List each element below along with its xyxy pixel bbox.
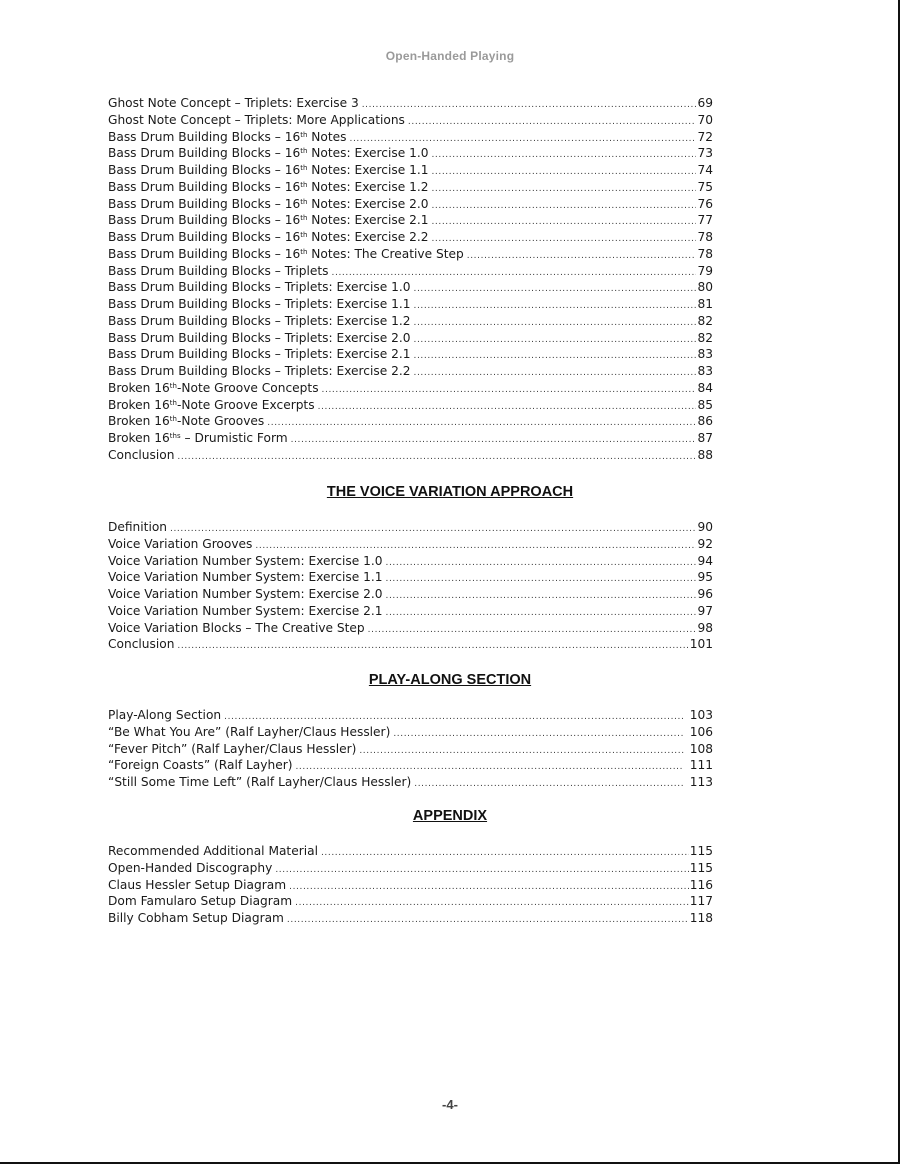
toc-entry[interactable] — [108, 246, 713, 263]
toc-entry-title — [108, 741, 356, 758]
toc-entry-title — [108, 724, 390, 741]
toc-entry-title-text: Claus Hessler Setup Diagram — [108, 877, 287, 892]
toc-dot-leader — [431, 164, 696, 181]
toc-entry-title-text: Bass Drum Building Blocks – 16 — [108, 230, 301, 244]
toc-dot-leader — [413, 365, 696, 382]
toc-entry-title-superscript: th — [300, 231, 308, 239]
toc-entry[interactable] — [108, 112, 713, 129]
toc-entry[interactable] — [108, 774, 713, 791]
toc-entry-title — [108, 877, 286, 894]
toc-entry[interactable] — [108, 413, 713, 430]
toc-entry-title-text: Bass Drum Building Blocks – 16 — [108, 196, 301, 211]
toc-dot-leader — [467, 248, 697, 265]
toc-entry[interactable] — [108, 893, 713, 910]
toc-entry-title — [108, 212, 428, 229]
toc-entry-page-number: 101 — [689, 637, 713, 652]
toc-entry-title-superscript: th — [300, 197, 308, 206]
toc-entry-page-number: 74 — [697, 163, 713, 177]
toc-dot-leader — [408, 114, 697, 131]
toc-entry-title — [108, 707, 221, 724]
toc-dot-leader — [385, 555, 696, 572]
toc-dot-leader — [431, 147, 696, 164]
toc-entry-title-text-suffix: -Note Grooves — [176, 414, 265, 429]
toc-entry[interactable] — [108, 553, 713, 570]
toc-entry-page-number: 116 — [689, 877, 713, 892]
toc-entry[interactable] — [108, 330, 713, 347]
toc-list-main — [108, 95, 713, 464]
toc-entry-title-text: “Foreign Coasts” (Ralf Layher) — [108, 758, 293, 773]
toc-entry-title-superscript: th — [169, 415, 177, 424]
toc-entry-title — [108, 569, 382, 586]
toc-entry-page-number: 115 — [689, 860, 713, 875]
toc-entry-title-text: Bass Drum Building Blocks – Triplets: Exercise 1.0 — [108, 280, 411, 295]
toc-entry-title-text: Broken 16 — [108, 397, 170, 412]
toc-entry-title-text: “Fever Pitch” (Ralf Layher/Claus Hessler) — [108, 741, 357, 756]
toc-entry-title-text-suffix: Notes: Exercise 2.1 — [307, 213, 429, 228]
toc-entry-title-text: Bass Drum Building Blocks – 16 — [108, 213, 301, 228]
page-number: -4- — [442, 1097, 458, 1112]
toc-entry-title — [108, 229, 428, 246]
toc-entry-title-superscript: th — [300, 130, 308, 139]
toc-entry-title-superscript: th — [300, 147, 308, 156]
toc-entry-title — [108, 893, 292, 910]
toc-dot-leader — [431, 214, 696, 231]
toc-dot-leader — [413, 281, 696, 298]
toc-entry[interactable] — [108, 536, 713, 553]
toc-entry-title-text-suffix: Notes: Exercise 1.0 — [307, 146, 429, 161]
toc-entry[interactable] — [108, 346, 713, 363]
toc-entry-page-number: 111 — [689, 758, 713, 773]
toc-entry-title — [108, 757, 292, 774]
toc-entry-title-text: Open-Handed Discography — [108, 860, 273, 875]
toc-entry-title-superscript: th — [300, 247, 308, 256]
toc-entry-title-text-suffix: – Drumistic Form — [180, 431, 288, 445]
toc-entry[interactable] — [108, 603, 713, 620]
toc-entry-title — [108, 263, 329, 280]
toc-entry[interactable] — [108, 363, 713, 380]
toc-entry-title-text: Voice Variation Blocks – The Creative Step — [108, 620, 365, 635]
toc-dot-leader — [385, 571, 696, 588]
toc-entry-page-number: 115 — [689, 844, 713, 858]
toc-entry-title — [108, 910, 284, 927]
toc-entry-title — [108, 313, 410, 330]
toc-entry[interactable] — [108, 196, 713, 213]
toc-dot-leader — [393, 726, 684, 743]
toc-dot-leader — [413, 298, 696, 315]
toc-entry-title-text: Voice Variation Number System: Exercise 2.1 — [108, 603, 383, 618]
toc-entry[interactable] — [108, 162, 713, 179]
section-heading-play-along: PLAY-ALONG SECTION — [368, 672, 532, 688]
toc-dot-leader — [431, 231, 696, 248]
toc-entry[interactable] — [108, 212, 713, 229]
toc-entry[interactable] — [108, 636, 713, 653]
toc-entry-title — [108, 843, 318, 860]
toc-entry[interactable] — [108, 620, 713, 637]
toc-entry-title — [108, 860, 272, 877]
toc-entry[interactable] — [108, 380, 713, 397]
toc-entry[interactable] — [108, 724, 713, 741]
toc-entry-title — [108, 620, 365, 637]
toc-entry-title-text: Ghost Note Concept – Triplets: More Applications — [108, 112, 405, 127]
toc-entry-page-number: 78 — [697, 246, 713, 261]
toc-entry-title-text: Recommended Additional Material — [108, 844, 318, 858]
toc-entry-page-number: 108 — [689, 741, 713, 756]
toc-entry[interactable] — [108, 430, 713, 447]
toc-entry-title-text-suffix: Notes: Exercise 1.2 — [307, 179, 429, 194]
toc-entry-title — [108, 246, 464, 263]
toc-entry-title — [108, 553, 382, 570]
toc-entry-title-text: Ghost Note Concept – Triplets: Exercise 3 — [108, 96, 359, 110]
toc-entry[interactable] — [108, 519, 713, 536]
toc-entry-title — [108, 279, 410, 296]
toc-dot-leader — [295, 895, 689, 912]
toc-entry-page-number: 73 — [697, 146, 713, 161]
toc-entry-title-text-suffix: -Note Groove Excerpts — [176, 397, 315, 412]
toc-dot-leader — [413, 348, 696, 365]
toc-dot-leader — [413, 332, 696, 349]
toc-entry-title-text: Voice Variation Grooves — [108, 536, 253, 551]
toc-entry[interactable] — [108, 707, 713, 724]
toc-entry[interactable] — [108, 741, 713, 758]
section-heading-appendix: APPENDIX — [412, 808, 488, 824]
toc-entry-page-number: 82 — [697, 313, 713, 328]
toc-entry-page-number: 85 — [697, 397, 713, 412]
toc-entry[interactable] — [108, 757, 713, 774]
toc-dot-leader — [385, 588, 696, 605]
toc-entry-page-number: 87 — [697, 431, 713, 445]
toc-dot-leader — [289, 879, 689, 896]
toc-entry[interactable] — [108, 129, 713, 146]
toc-dot-leader — [368, 622, 697, 639]
toc-entry-page-number: 97 — [697, 603, 713, 618]
toc-entry[interactable] — [108, 569, 713, 586]
toc-entry-title — [108, 346, 410, 363]
toc-entry-title — [108, 95, 359, 112]
toc-entry-title-text: Bass Drum Building Blocks – 16 — [108, 179, 301, 194]
toc-entry-title-text: Bass Drum Building Blocks – Triplets: Exercise 1.1 — [108, 297, 411, 311]
toc-entry-page-number: 77 — [697, 213, 713, 228]
toc-entry-title-text: Bass Drum Building Blocks – Triplets: Exercise 2.1 — [108, 347, 411, 362]
toc-entry[interactable] — [108, 843, 713, 860]
toc-entry-title-text-suffix: Notes: The Creative Step — [307, 246, 464, 261]
toc-entry-page-number: 88 — [697, 447, 713, 462]
toc-entry-page-number: 113 — [689, 775, 713, 789]
toc-dot-leader — [177, 638, 688, 655]
toc-entry-title — [108, 603, 382, 620]
toc-entry-page-number: 78 — [697, 230, 713, 244]
toc-entry-title — [108, 586, 382, 603]
toc-entry-title — [108, 536, 252, 553]
toc-dot-leader — [431, 198, 696, 215]
toc-entry-title — [108, 447, 174, 464]
toc-entry-title — [108, 363, 410, 380]
toc-entry-title-superscript: th — [300, 164, 308, 172]
toc-list-voice-variation — [108, 519, 713, 653]
toc-entry-page-number: 83 — [697, 364, 713, 378]
toc-entry-title-text: Voice Variation Number System: Exercise 1.1 — [108, 570, 383, 585]
toc-entry-title — [108, 179, 428, 196]
toc-entry-title-text: Bass Drum Building Blocks – Triplets: Exercise 2.2 — [108, 364, 411, 378]
toc-dot-leader — [321, 845, 689, 862]
toc-entry-page-number: 98 — [697, 620, 713, 635]
toc-entry-title — [108, 636, 174, 653]
toc-entry-page-number: 103 — [689, 708, 713, 722]
toc-entry-title — [108, 112, 405, 129]
toc-entry[interactable] — [108, 263, 713, 280]
toc-entry-title-text: Voice Variation Number System: Exercise 1.0 — [108, 553, 383, 568]
toc-entry-title — [108, 129, 347, 146]
toc-list-play-along — [108, 707, 713, 791]
toc-entry-title-superscript: th — [169, 398, 177, 407]
toc-dot-leader — [414, 776, 684, 793]
toc-entry-page-number: 95 — [697, 570, 713, 585]
toc-entry-title — [108, 519, 167, 536]
toc-entry-title-text: Definition — [108, 520, 168, 534]
toc-dot-leader — [267, 415, 696, 432]
toc-dot-leader — [413, 315, 696, 332]
toc-entry-title-text: Broken 16 — [108, 414, 170, 429]
toc-entry-title-text: Bass Drum Building Blocks – Triplets: Exercise 2.0 — [108, 330, 411, 345]
toc-entry-page-number: 82 — [697, 330, 713, 345]
toc-dot-leader — [318, 399, 697, 416]
toc-entry[interactable] — [108, 313, 713, 330]
toc-entry-page-number: 118 — [689, 911, 713, 925]
toc-dot-leader — [431, 181, 696, 198]
toc-entry-page-number: 86 — [697, 414, 713, 429]
toc-entry-title — [108, 774, 411, 791]
toc-entry-title-text: Voice Variation Number System: Exercise 2.0 — [108, 587, 383, 601]
toc-dot-leader — [359, 743, 684, 760]
toc-entry-title — [108, 380, 319, 397]
toc-entry[interactable] — [108, 586, 713, 603]
toc-entry-page-number: 76 — [697, 196, 713, 211]
toc-entry-title-text-suffix: Notes — [307, 129, 347, 144]
running-header: Open-Handed Playing — [385, 49, 515, 63]
toc-entry-page-number: 92 — [697, 536, 713, 551]
toc-entry-title-text: Bass Drum Building Blocks – Triplets — [108, 263, 329, 278]
toc-entry[interactable] — [108, 145, 713, 162]
toc-entry-title-superscript: th — [300, 214, 308, 223]
toc-list-appendix — [108, 843, 713, 927]
toc-entry-title-text: Bass Drum Building Blocks – 16 — [108, 129, 301, 144]
toc-entry-title-superscript: ths — [169, 432, 181, 440]
toc-entry-title-text-suffix: Notes: Exercise 2.2 — [307, 230, 429, 244]
toc-entry[interactable] — [108, 877, 713, 894]
toc-entry[interactable] — [108, 397, 713, 414]
toc-entry[interactable] — [108, 910, 713, 927]
toc-entry-page-number: 106 — [689, 724, 713, 739]
toc-dot-leader — [385, 605, 696, 622]
toc-entry-title-text: Conclusion — [108, 637, 175, 652]
toc-entry-title-superscript: th — [300, 180, 308, 189]
toc-entry-title-text: Broken 16 — [108, 380, 170, 395]
toc-entry[interactable] — [108, 95, 713, 112]
toc-entry-title-text: “Be What You Are” (Ralf Layher/Claus Hessler) — [108, 724, 391, 739]
toc-entry-title-text: Bass Drum Building Blocks – 16 — [108, 246, 301, 261]
toc-entry-page-number: 90 — [697, 520, 713, 534]
toc-entry[interactable] — [108, 179, 713, 196]
toc-entry[interactable] — [108, 860, 713, 877]
toc-dot-leader — [287, 912, 689, 929]
toc-entry-title-text: Dom Famularo Setup Diagram — [108, 894, 293, 909]
toc-entry-page-number: 75 — [697, 179, 713, 194]
toc-entry-title-text: Bass Drum Building Blocks – Triplets: Exercise 1.2 — [108, 313, 411, 328]
toc-entry-title — [108, 162, 428, 179]
toc-entry-title-text-suffix: Notes: Exercise 1.1 — [307, 163, 429, 177]
toc-entry-title-text: Conclusion — [108, 447, 175, 462]
toc-entry-title-superscript: th — [169, 381, 177, 390]
toc-entry-title-text: Bass Drum Building Blocks – 16 — [108, 163, 301, 177]
toc-dot-leader — [362, 97, 697, 114]
toc-entry-page-number: 84 — [697, 380, 713, 395]
toc-entry-title — [108, 145, 428, 162]
toc-entry-title-text-suffix: -Note Groove Concepts — [176, 380, 319, 395]
toc-entry-title — [108, 413, 264, 430]
toc-entry[interactable] — [108, 296, 713, 313]
toc-entry-page-number: 94 — [697, 553, 713, 568]
toc-entry-title-text-suffix: Notes: Exercise 2.0 — [307, 196, 429, 211]
toc-entry[interactable] — [108, 447, 713, 464]
toc-entry-page-number: 69 — [697, 96, 713, 110]
toc-entry-title-text: Play-Along Section — [108, 708, 222, 722]
toc-dot-leader — [291, 432, 697, 449]
toc-dot-leader — [322, 382, 697, 399]
toc-entry-title — [108, 330, 410, 347]
toc-entry-page-number: 80 — [697, 280, 713, 295]
toc-entry[interactable] — [108, 279, 713, 296]
toc-entry-page-number: 70 — [697, 112, 713, 127]
toc-entry-page-number: 117 — [689, 894, 713, 909]
toc-dot-leader — [275, 862, 688, 879]
toc-entry-title-text: Billy Cobham Setup Diagram — [108, 911, 284, 925]
toc-entry-page-number: 72 — [697, 129, 713, 144]
toc-entry-title — [108, 196, 428, 213]
toc-entry-title — [108, 397, 315, 414]
toc-entry-title-text: Broken 16 — [108, 431, 170, 445]
toc-entry[interactable] — [108, 229, 713, 246]
toc-entry-page-number: 79 — [697, 263, 713, 278]
toc-entry-page-number: 83 — [697, 347, 713, 362]
toc-entry-title-text: Bass Drum Building Blocks – 16 — [108, 146, 301, 161]
toc-entry-page-number: 96 — [697, 587, 713, 601]
toc-entry-page-number: 81 — [697, 297, 713, 311]
toc-entry-title-text: “Still Some Time Left” (Ralf Layher/Claus Hessler) — [108, 775, 412, 789]
toc-dot-leader — [177, 449, 696, 466]
section-heading-voice-variation: THE VOICE VARIATION APPROACH — [326, 484, 574, 500]
toc-entry-title — [108, 296, 410, 313]
toc-entry-title — [108, 430, 288, 447]
